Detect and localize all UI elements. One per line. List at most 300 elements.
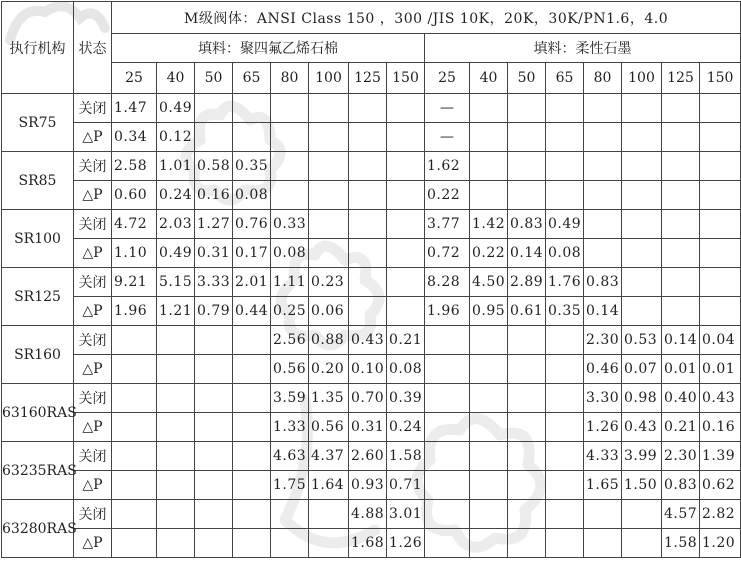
state-label: 关闭	[74, 94, 112, 123]
value-cell: 1.01	[157, 152, 195, 181]
value-cell: 3.77	[425, 210, 470, 239]
value-cell	[508, 326, 546, 355]
value-cell: 1.62	[425, 152, 470, 181]
value-cell	[546, 326, 584, 355]
value-cell	[622, 297, 662, 326]
value-cell	[195, 500, 233, 529]
value-cell: 0.34	[112, 123, 157, 152]
state-label: △P	[74, 413, 112, 442]
size-header: 80	[271, 63, 309, 94]
value-cell	[622, 268, 662, 297]
value-cell: 0.95	[470, 297, 508, 326]
value-cell	[271, 529, 309, 558]
value-cell	[584, 529, 622, 558]
value-cell	[157, 384, 195, 413]
value-cell: 0.60	[112, 181, 157, 210]
actuator-name: SR85	[2, 152, 74, 210]
value-cell	[508, 529, 546, 558]
value-cell: 0.35	[233, 152, 271, 181]
value-cell	[662, 210, 700, 239]
value-cell: 0.35	[546, 297, 584, 326]
value-cell: 1.35	[309, 384, 349, 413]
value-cell: 0.93	[349, 471, 387, 500]
value-cell	[622, 239, 662, 268]
value-cell	[387, 152, 425, 181]
value-cell: 0.83	[508, 210, 546, 239]
packing-ptfe-header: 填料：聚四氟乙烯石棉	[112, 34, 425, 63]
value-cell	[157, 326, 195, 355]
value-cell: 1.26	[387, 529, 425, 558]
value-cell: 1.76	[546, 268, 584, 297]
value-cell: 4.57	[662, 500, 700, 529]
state-header: 状态	[74, 2, 112, 94]
value-cell: 0.22	[470, 239, 508, 268]
value-cell	[584, 152, 622, 181]
value-cell	[233, 94, 271, 123]
value-cell	[387, 123, 425, 152]
value-cell: 3.01	[387, 500, 425, 529]
value-cell: 2.03	[157, 210, 195, 239]
state-label: △P	[74, 239, 112, 268]
table-title: M级阀体：ANSI Class 150 ，300 /JIS 10K，20K，30K/PN1.6，4.0	[112, 2, 741, 34]
value-cell	[700, 181, 741, 210]
value-cell	[584, 210, 622, 239]
value-cell	[157, 529, 195, 558]
value-cell: 0.23	[309, 268, 349, 297]
size-header: 125	[662, 63, 700, 94]
state-label: △P	[74, 471, 112, 500]
value-cell	[584, 500, 622, 529]
value-cell	[622, 529, 662, 558]
state-label: △P	[74, 355, 112, 384]
value-cell	[195, 384, 233, 413]
value-cell: 5.15	[157, 268, 195, 297]
value-cell: 8.28	[425, 268, 470, 297]
value-cell	[622, 94, 662, 123]
value-cell	[700, 152, 741, 181]
value-cell: 0.08	[233, 181, 271, 210]
state-label: 关闭	[74, 326, 112, 355]
size-header: 50	[195, 63, 233, 94]
value-cell	[546, 181, 584, 210]
table-row	[2, 326, 741, 355]
table-row	[2, 210, 741, 239]
value-cell	[470, 94, 508, 123]
value-cell: 0.98	[622, 384, 662, 413]
state-label: 关闭	[74, 268, 112, 297]
value-cell	[387, 297, 425, 326]
value-cell: 0.58	[195, 152, 233, 181]
value-cell	[700, 210, 741, 239]
size-header: 150	[700, 63, 741, 94]
value-cell	[546, 442, 584, 471]
value-cell: 0.49	[546, 210, 584, 239]
value-cell: 4.72	[112, 210, 157, 239]
value-cell	[470, 181, 508, 210]
value-cell	[271, 94, 309, 123]
value-cell	[622, 181, 662, 210]
value-cell: 1.10	[112, 239, 157, 268]
table-row	[2, 529, 741, 558]
value-cell	[271, 123, 309, 152]
value-cell	[662, 268, 700, 297]
actuator-name: 63235RAS	[2, 442, 74, 500]
value-cell	[271, 181, 309, 210]
value-cell: 0.06	[309, 297, 349, 326]
value-cell: 1.42	[470, 210, 508, 239]
value-cell: 1.64	[309, 471, 349, 500]
value-cell	[662, 181, 700, 210]
value-cell: 1.26	[584, 413, 622, 442]
value-cell	[622, 500, 662, 529]
value-cell	[157, 355, 195, 384]
table-row	[2, 384, 741, 413]
value-cell	[546, 152, 584, 181]
value-cell	[112, 529, 157, 558]
value-cell: 0.08	[387, 355, 425, 384]
value-cell	[508, 442, 546, 471]
value-cell: 0.76	[233, 210, 271, 239]
value-cell	[584, 181, 622, 210]
state-label: 关闭	[74, 384, 112, 413]
value-cell: 4.33	[584, 442, 622, 471]
state-label: 关闭	[74, 152, 112, 181]
value-cell: 0.79	[195, 297, 233, 326]
value-cell	[233, 442, 271, 471]
value-cell	[309, 239, 349, 268]
value-cell	[662, 123, 700, 152]
value-cell: 0.83	[584, 268, 622, 297]
value-cell	[271, 500, 309, 529]
value-cell: 0.31	[195, 239, 233, 268]
value-cell: 0.40	[662, 384, 700, 413]
value-cell	[271, 152, 309, 181]
value-cell: 0.72	[425, 239, 470, 268]
value-cell: 0.33	[271, 210, 309, 239]
table-row	[2, 239, 741, 268]
value-cell: 0.08	[546, 239, 584, 268]
value-cell: 0.44	[233, 297, 271, 326]
value-cell	[584, 123, 622, 152]
value-cell	[233, 384, 271, 413]
value-cell	[508, 471, 546, 500]
value-cell: 1.11	[271, 268, 309, 297]
value-cell	[309, 500, 349, 529]
value-cell: 1.75	[271, 471, 309, 500]
value-cell: 0.14	[584, 297, 622, 326]
value-cell	[662, 94, 700, 123]
value-cell	[309, 181, 349, 210]
value-cell	[470, 413, 508, 442]
value-cell	[349, 94, 387, 123]
value-cell: 0.83	[662, 471, 700, 500]
value-cell: 0.43	[700, 384, 741, 413]
state-label: 关闭	[74, 210, 112, 239]
value-cell	[508, 152, 546, 181]
value-cell: 0.14	[508, 239, 546, 268]
value-cell: —	[425, 123, 470, 152]
value-cell	[309, 152, 349, 181]
value-cell	[546, 384, 584, 413]
value-cell	[309, 94, 349, 123]
value-cell: 0.17	[233, 239, 271, 268]
value-cell	[470, 152, 508, 181]
value-cell: 0.39	[387, 384, 425, 413]
value-cell: 1.33	[271, 413, 309, 442]
size-header: 25	[112, 63, 157, 94]
value-cell	[470, 529, 508, 558]
value-cell: 3.30	[584, 384, 622, 413]
value-cell: 0.04	[700, 326, 741, 355]
value-cell	[195, 471, 233, 500]
table-row	[2, 94, 741, 123]
value-cell: 1.39	[700, 442, 741, 471]
value-cell	[508, 94, 546, 123]
value-cell	[112, 471, 157, 500]
value-cell: 3.33	[195, 268, 233, 297]
value-cell: 0.16	[700, 413, 741, 442]
value-cell: 0.70	[349, 384, 387, 413]
value-cell: 2.30	[662, 442, 700, 471]
table-row	[2, 123, 741, 152]
value-cell	[195, 123, 233, 152]
value-cell	[662, 297, 700, 326]
value-cell	[622, 152, 662, 181]
value-cell	[349, 181, 387, 210]
value-cell	[700, 123, 741, 152]
value-cell: 3.59	[271, 384, 309, 413]
value-cell	[233, 471, 271, 500]
value-cell	[349, 152, 387, 181]
value-cell	[546, 94, 584, 123]
value-cell	[112, 413, 157, 442]
actuator-name: 63280RAS	[2, 500, 74, 558]
state-label: △P	[74, 123, 112, 152]
value-cell	[349, 210, 387, 239]
value-cell: 0.56	[271, 355, 309, 384]
size-header: 40	[470, 63, 508, 94]
value-cell	[662, 152, 700, 181]
size-header: 80	[584, 63, 622, 94]
value-cell	[195, 94, 233, 123]
size-header: 100	[309, 63, 349, 94]
value-cell: 0.20	[309, 355, 349, 384]
value-cell: 2.89	[508, 268, 546, 297]
value-cell	[425, 442, 470, 471]
table-row	[2, 355, 741, 384]
value-cell	[195, 413, 233, 442]
size-header: 125	[349, 63, 387, 94]
size-header: 100	[622, 63, 662, 94]
value-cell	[112, 326, 157, 355]
value-cell	[546, 500, 584, 529]
value-cell	[546, 471, 584, 500]
size-header: 65	[546, 63, 584, 94]
value-cell: 0.12	[157, 123, 195, 152]
value-cell: 4.50	[470, 268, 508, 297]
value-cell	[233, 413, 271, 442]
value-cell: 0.49	[157, 239, 195, 268]
value-cell	[157, 442, 195, 471]
value-cell	[546, 355, 584, 384]
value-cell: 1.65	[584, 471, 622, 500]
value-cell: 1.96	[112, 297, 157, 326]
value-cell	[195, 326, 233, 355]
size-header: 25	[425, 63, 470, 94]
size-header: 65	[233, 63, 271, 94]
value-cell: 0.31	[349, 413, 387, 442]
value-cell	[425, 500, 470, 529]
value-cell: 0.62	[700, 471, 741, 500]
value-cell	[470, 123, 508, 152]
value-cell	[309, 529, 349, 558]
table-row	[2, 413, 741, 442]
value-cell	[700, 239, 741, 268]
table-row	[2, 152, 741, 181]
state-label: 关闭	[74, 500, 112, 529]
value-cell: —	[425, 94, 470, 123]
value-cell: 0.08	[271, 239, 309, 268]
value-cell	[470, 442, 508, 471]
value-cell	[387, 181, 425, 210]
value-cell	[425, 384, 470, 413]
value-cell: 1.58	[387, 442, 425, 471]
value-cell	[233, 326, 271, 355]
value-cell: 1.47	[112, 94, 157, 123]
value-cell: 0.21	[387, 326, 425, 355]
value-cell	[508, 181, 546, 210]
value-cell	[157, 500, 195, 529]
value-cell: 2.58	[112, 152, 157, 181]
value-cell	[546, 123, 584, 152]
value-cell	[508, 123, 546, 152]
value-cell: 2.01	[233, 268, 271, 297]
value-cell	[157, 471, 195, 500]
size-header: 150	[387, 63, 425, 94]
value-cell: 1.21	[157, 297, 195, 326]
value-cell	[387, 268, 425, 297]
value-cell: 1.20	[700, 529, 741, 558]
value-cell: 2.56	[271, 326, 309, 355]
state-label: 关闭	[74, 442, 112, 471]
value-cell: 0.14	[662, 326, 700, 355]
value-cell	[112, 500, 157, 529]
packing-graphite-header: 填料：柔性石墨	[425, 34, 741, 63]
value-cell	[700, 297, 741, 326]
value-cell: 0.88	[309, 326, 349, 355]
value-cell	[112, 442, 157, 471]
value-cell: 0.07	[622, 355, 662, 384]
value-cell	[425, 326, 470, 355]
value-cell: 1.50	[622, 471, 662, 500]
state-label: △P	[74, 529, 112, 558]
actuator-name: SR125	[2, 268, 74, 326]
value-cell	[195, 442, 233, 471]
value-cell	[508, 413, 546, 442]
value-cell	[233, 123, 271, 152]
value-cell	[470, 500, 508, 529]
value-cell	[349, 268, 387, 297]
actuator-name: SR100	[2, 210, 74, 268]
actuator-name: SR75	[2, 94, 74, 152]
value-cell: 0.61	[508, 297, 546, 326]
value-cell	[425, 471, 470, 500]
value-cell	[622, 210, 662, 239]
actuator-name: SR160	[2, 326, 74, 384]
value-cell	[387, 94, 425, 123]
value-cell: 0.43	[349, 326, 387, 355]
value-cell	[233, 355, 271, 384]
value-cell	[349, 239, 387, 268]
actuator-header: 执行机构	[2, 2, 74, 94]
value-cell: 4.88	[349, 500, 387, 529]
value-cell: 0.43	[622, 413, 662, 442]
value-cell: 9.21	[112, 268, 157, 297]
value-cell: 2.82	[700, 500, 741, 529]
value-cell	[112, 384, 157, 413]
value-cell: 3.99	[622, 442, 662, 471]
value-cell	[195, 355, 233, 384]
table-row	[2, 500, 741, 529]
value-cell: 0.71	[387, 471, 425, 500]
value-cell: 1.27	[195, 210, 233, 239]
value-cell	[349, 123, 387, 152]
state-label: △P	[74, 297, 112, 326]
value-cell	[157, 413, 195, 442]
value-cell: 0.01	[662, 355, 700, 384]
size-header: 40	[157, 63, 195, 94]
value-cell	[508, 500, 546, 529]
value-cell	[470, 355, 508, 384]
value-cell: 0.21	[662, 413, 700, 442]
value-cell	[309, 210, 349, 239]
value-cell: 2.30	[584, 326, 622, 355]
table-row	[2, 268, 741, 297]
value-cell: 1.96	[425, 297, 470, 326]
value-cell: 4.37	[309, 442, 349, 471]
value-cell	[195, 529, 233, 558]
value-cell: 0.46	[584, 355, 622, 384]
value-cell	[349, 297, 387, 326]
value-cell	[233, 500, 271, 529]
value-cell: 4.63	[271, 442, 309, 471]
value-cell	[700, 94, 741, 123]
value-cell	[584, 94, 622, 123]
value-cell	[470, 471, 508, 500]
value-cell: 1.68	[349, 529, 387, 558]
value-cell: 0.24	[157, 181, 195, 210]
valve-spec-table	[1, 1, 741, 558]
value-cell	[584, 239, 622, 268]
value-cell	[700, 268, 741, 297]
size-header: 50	[508, 63, 546, 94]
value-cell: 0.53	[622, 326, 662, 355]
value-cell	[387, 239, 425, 268]
value-cell	[546, 529, 584, 558]
value-cell	[112, 355, 157, 384]
value-cell	[233, 529, 271, 558]
value-cell: 1.58	[662, 529, 700, 558]
value-cell	[425, 355, 470, 384]
value-cell: 0.49	[157, 94, 195, 123]
value-cell: 0.25	[271, 297, 309, 326]
table-row	[2, 442, 741, 471]
value-cell	[425, 413, 470, 442]
table-row	[2, 297, 741, 326]
table-row	[2, 471, 741, 500]
value-cell: 2.60	[349, 442, 387, 471]
value-cell: 0.16	[195, 181, 233, 210]
